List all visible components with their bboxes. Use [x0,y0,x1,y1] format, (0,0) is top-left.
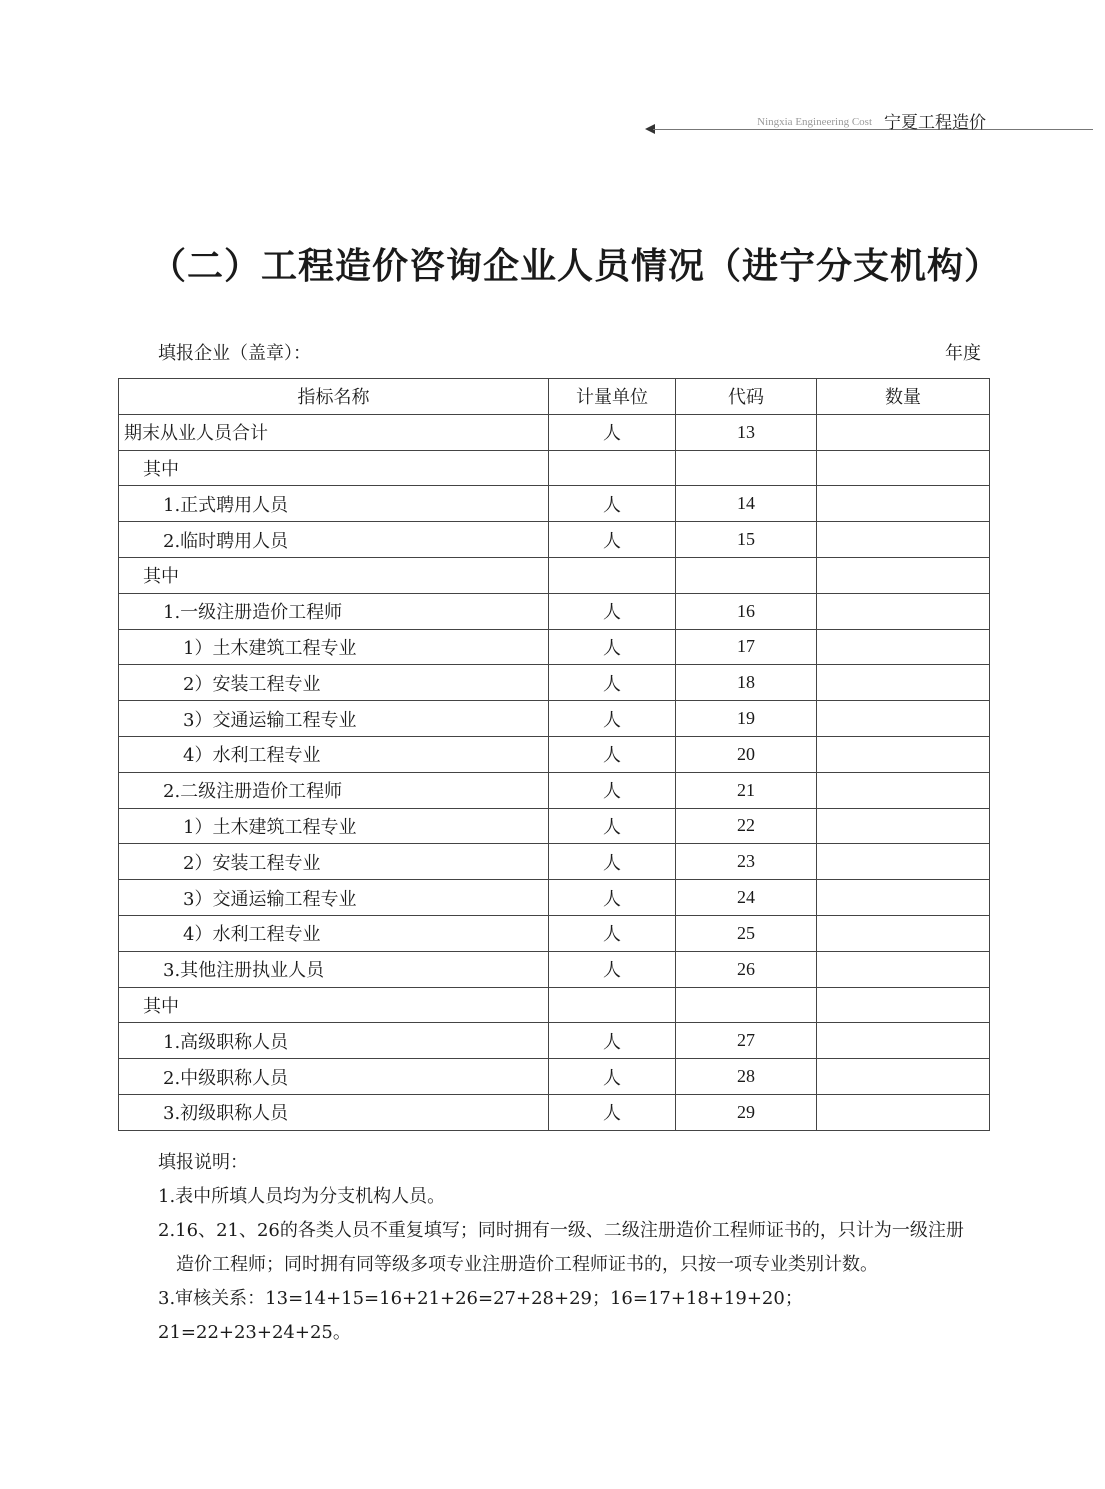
code-cell: 28 [676,1059,817,1095]
running-header [645,106,990,136]
quantity-cell[interactable] [817,772,990,808]
indicator-name-cell: 2.中级职称人员 [119,1059,549,1095]
indicator-name-cell: 2.二级注册造价工程师 [119,772,549,808]
code-cell: 29 [676,1094,817,1130]
note-text: 3.审核关系：13=14+15=16+21+26=27+28+29；16=17+18+19+20；21=22+23+24+25。 [158,1288,803,1343]
unit-cell: 人 [549,701,676,737]
note-item [158,1282,992,1350]
unit-cell: 人 [549,629,676,665]
reporting-enterprise-label: 填报企业（盖章）： [158,343,311,364]
column-header-quantity: 数量 [817,379,990,415]
unit-cell: 人 [549,486,676,522]
indicator-name-cell: 4）水利工程专业 [119,736,549,772]
unit-cell: 人 [549,1059,676,1095]
table-row [119,915,990,951]
table-row [119,629,990,665]
quantity-cell[interactable] [817,665,990,701]
table-row [119,880,990,916]
code-cell: 16 [676,593,817,629]
header-english: Ningxia Engineering Cost [757,116,872,128]
note-item [158,1180,992,1214]
notes-title: 填报说明： [158,1152,248,1173]
unit-cell: 人 [549,808,676,844]
unit-cell [549,450,676,486]
code-cell: 13 [676,414,817,450]
table-row [119,951,990,987]
indicator-name-cell: 3.其他注册执业人员 [119,951,549,987]
unit-cell [549,987,676,1023]
indicator-name-cell: 1）土木建筑工程专业 [119,808,549,844]
code-cell: 23 [676,844,817,880]
unit-cell: 人 [549,915,676,951]
quantity-cell[interactable] [817,629,990,665]
table-row [119,450,990,486]
table-row [119,593,990,629]
code-cell: 20 [676,736,817,772]
indicator-name-cell: 期末从业人员合计 [119,414,549,450]
quantity-cell[interactable] [817,1059,990,1095]
code-cell: 18 [676,665,817,701]
table-row [119,736,990,772]
quantity-cell[interactable] [817,1094,990,1130]
note-item [158,1214,992,1282]
column-header-code: 代码 [676,379,817,415]
unit-cell: 人 [549,951,676,987]
unit-cell: 人 [549,522,676,558]
table-body [119,414,990,1130]
code-cell [676,557,817,593]
unit-cell: 人 [549,414,676,450]
unit-cell [549,557,676,593]
quantity-cell[interactable] [817,486,990,522]
table-row [119,987,990,1023]
quantity-cell[interactable] [817,593,990,629]
quantity-cell[interactable] [817,414,990,450]
indicator-name-cell: 3.初级职称人员 [119,1094,549,1130]
code-cell: 17 [676,629,817,665]
code-cell: 21 [676,772,817,808]
code-cell: 15 [676,522,817,558]
quantity-cell[interactable] [817,557,990,593]
code-cell: 24 [676,880,817,916]
table-row [119,557,990,593]
quantity-cell[interactable] [817,915,990,951]
indicator-name-cell: 其中 [119,987,549,1023]
indicator-name-cell: 3）交通运输工程专业 [119,701,549,737]
header-chinese: 宁夏工程造价 [884,113,986,133]
quantity-cell[interactable] [817,951,990,987]
quantity-cell[interactable] [817,522,990,558]
table-row [119,1094,990,1130]
header-rule [653,129,1093,130]
note-text: 2.16、21、26的各类人员不重复填写；同时拥有一级、二级注册造价工程师证书的，只计为一级注册 [158,1220,964,1241]
table-row [119,772,990,808]
table-row [119,1059,990,1095]
quantity-cell[interactable] [817,736,990,772]
code-cell [676,450,817,486]
quantity-cell[interactable] [817,701,990,737]
unit-cell: 人 [549,772,676,808]
indicator-name-cell: 其中 [119,557,549,593]
unit-cell: 人 [549,844,676,880]
unit-cell: 人 [549,880,676,916]
indicator-name-cell: 3）交通运输工程专业 [119,880,549,916]
filling-instructions [158,1146,992,1350]
unit-cell: 人 [549,736,676,772]
quantity-cell[interactable] [817,844,990,880]
quantity-cell[interactable] [817,450,990,486]
table-row [119,1023,990,1059]
unit-cell: 人 [549,593,676,629]
page-title: （二）工程造价咨询企业人员情况（进宁分支机构） [150,245,1002,287]
indicator-name-cell: 1）土木建筑工程专业 [119,629,549,665]
indicator-name-cell: 1.一级注册造价工程师 [119,593,549,629]
table-row [119,701,990,737]
indicator-name-cell: 2）安装工程专业 [119,844,549,880]
note-text: 1.表中所填人员均为分支机构人员。 [158,1186,446,1207]
table-row [119,844,990,880]
code-cell: 26 [676,951,817,987]
indicator-name-cell: 2.临时聘用人员 [119,522,549,558]
unit-cell: 人 [549,1094,676,1130]
code-cell: 27 [676,1023,817,1059]
indicator-name-cell: 1.正式聘用人员 [119,486,549,522]
table-row [119,808,990,844]
indicator-name-cell: 1.高级职称人员 [119,1023,549,1059]
quantity-cell[interactable] [817,1023,990,1059]
table-row [119,665,990,701]
quantity-cell[interactable] [817,880,990,916]
code-cell: 25 [676,915,817,951]
quantity-cell[interactable] [817,808,990,844]
indicator-name-cell: 2）安装工程专业 [119,665,549,701]
unit-cell: 人 [549,665,676,701]
quantity-cell[interactable] [817,987,990,1023]
table-row [119,522,990,558]
code-cell: 14 [676,486,817,522]
column-header-indicator-name: 指标名称 [119,379,549,415]
code-cell: 22 [676,808,817,844]
note-text-continued: 造价工程师；同时拥有同等级多项专业注册造价工程师证书的，只按一项专业类别计数。 [176,1254,878,1275]
personnel-table [118,378,990,1131]
column-header-unit: 计量单位 [549,379,676,415]
table-header-row [119,379,990,415]
indicator-name-cell: 其中 [119,450,549,486]
year-label: 年度 [945,343,981,364]
table-row [119,414,990,450]
code-cell: 19 [676,701,817,737]
table-row [119,486,990,522]
indicator-name-cell: 4）水利工程专业 [119,915,549,951]
code-cell [676,987,817,1023]
unit-cell: 人 [549,1023,676,1059]
